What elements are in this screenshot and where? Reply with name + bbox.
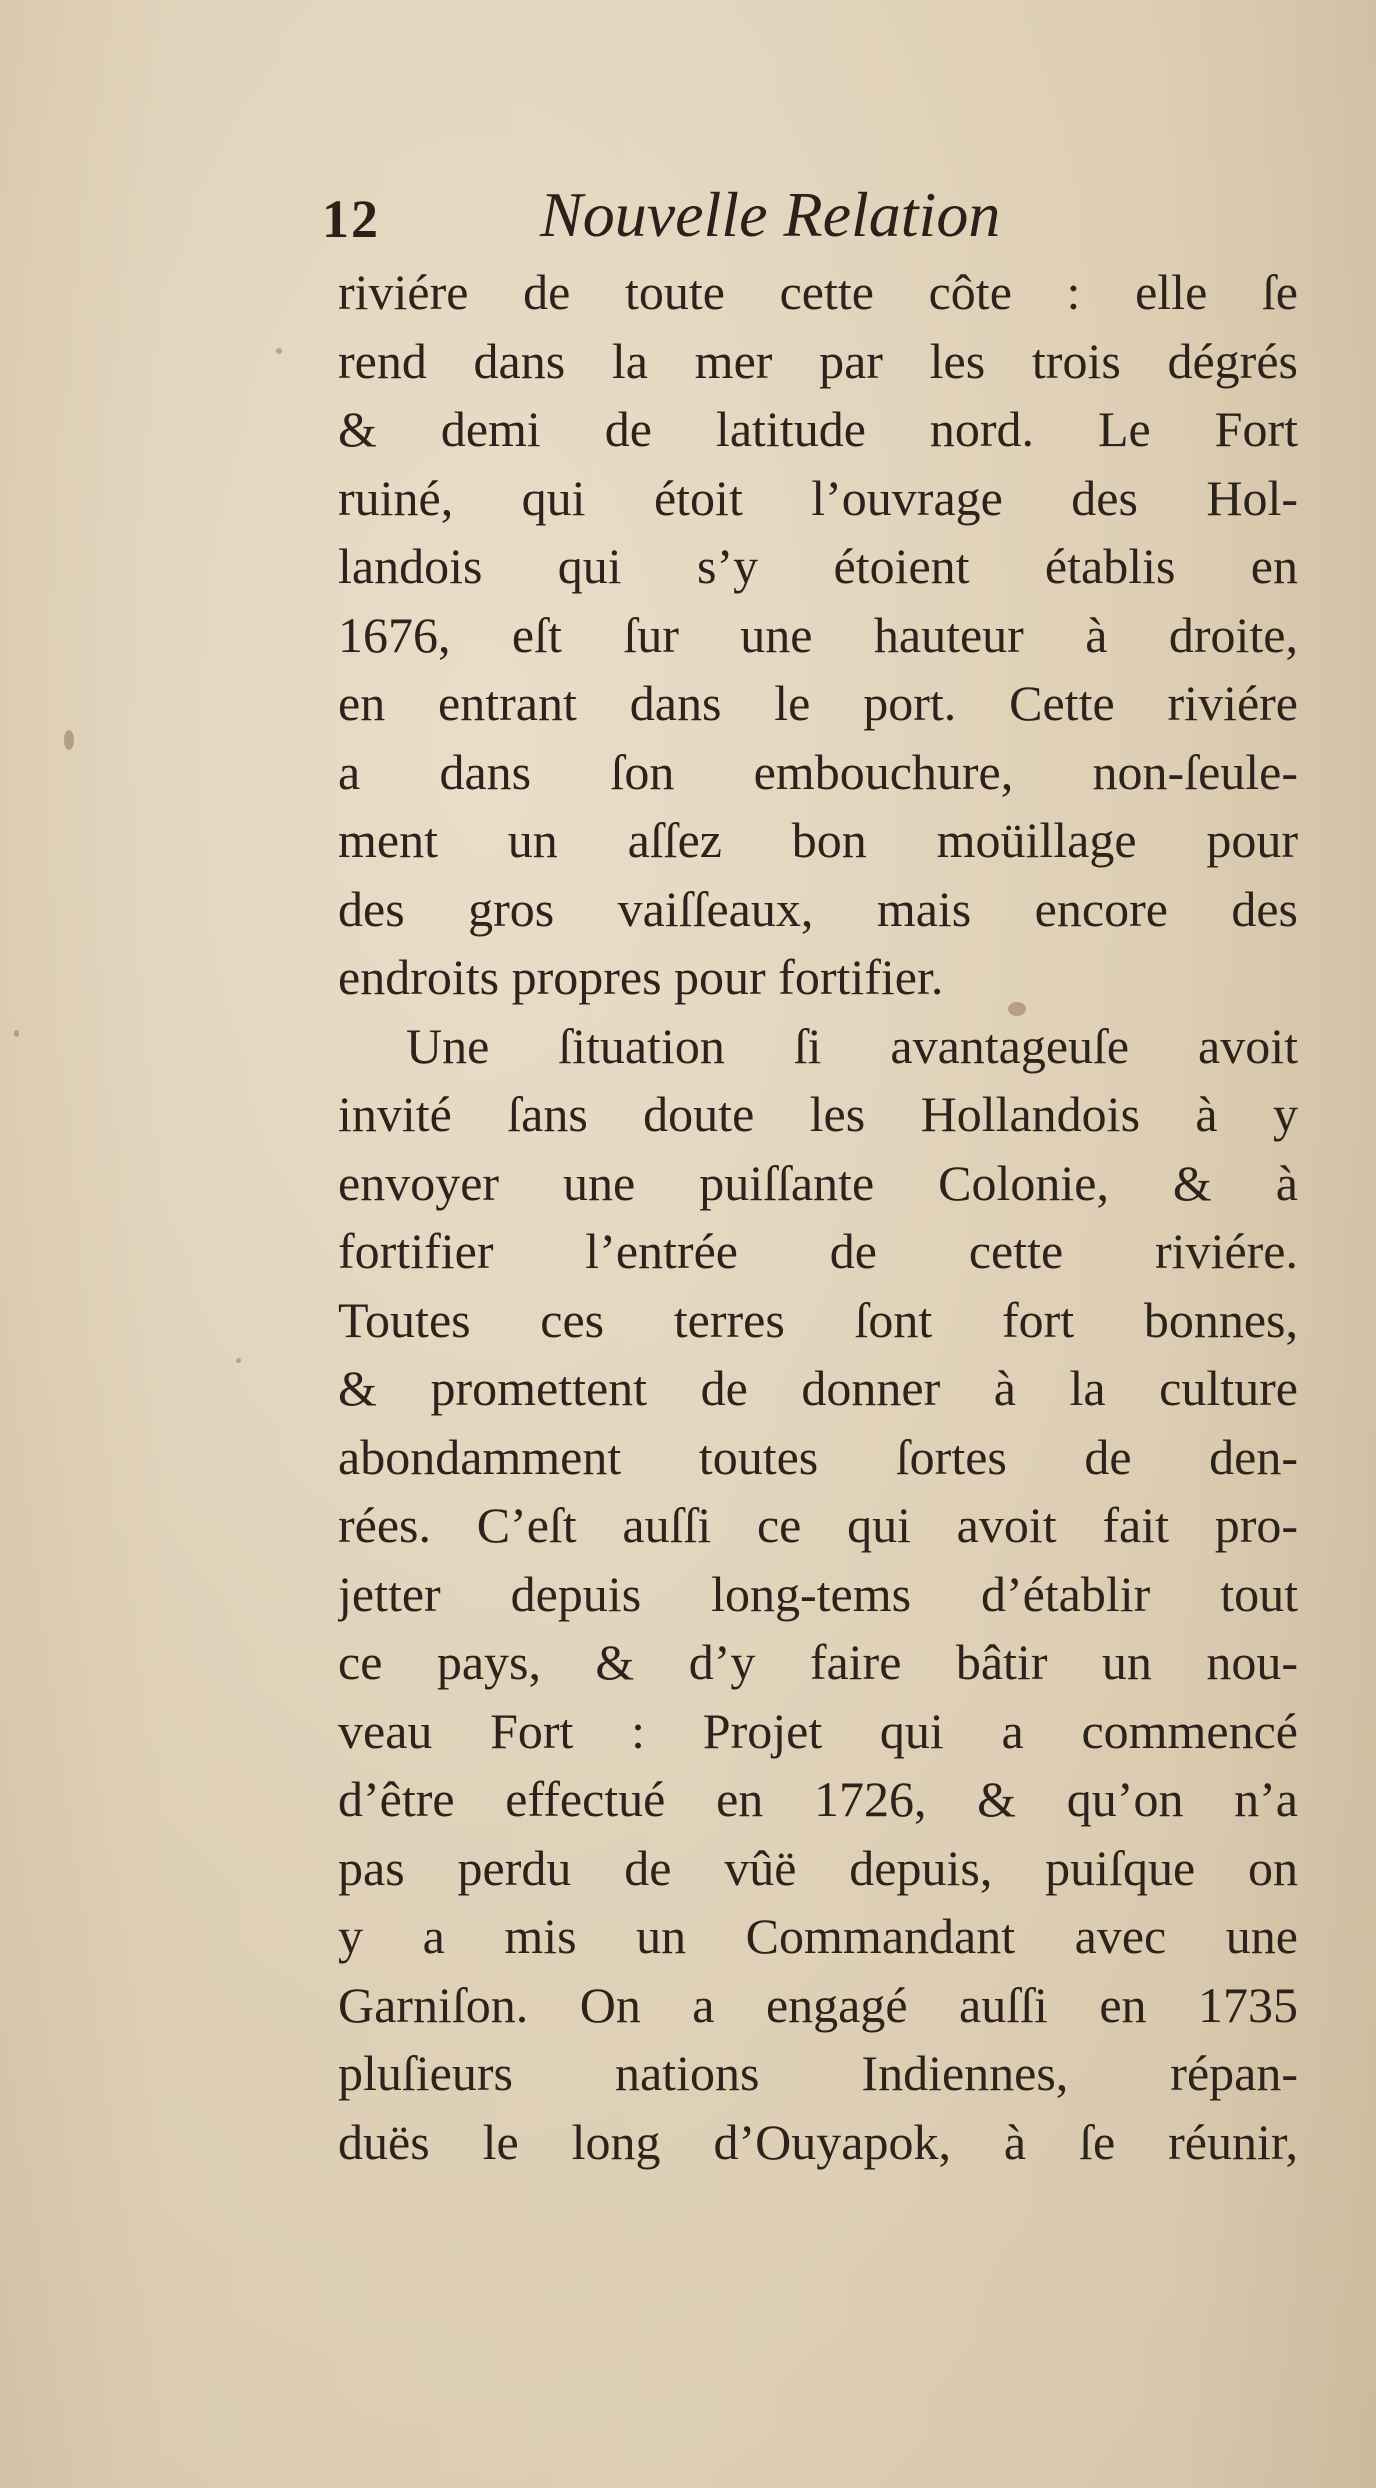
text-line: abondamment toutes ſortes de den-: [338, 1428, 1298, 1485]
text-line: & promettent de donner à la culture: [338, 1360, 1298, 1416]
text-line: endroits propres pour fortifier.: [338, 949, 944, 1005]
text-line: pas perdu de vûë depuis, puiſque on: [338, 1839, 1298, 1896]
text-line: rend dans la mer par les trois dégrés: [338, 332, 1298, 389]
text-line: veau Fort : Projet qui a commencé: [338, 1702, 1298, 1759]
text-line: pluſieurs nations Indiennes, répan-: [338, 2045, 1298, 2101]
text-line: y a mis un Commandant avec une: [338, 1908, 1298, 1964]
text-line: invité ſans doute les Hollandois à y: [338, 1086, 1298, 1142]
body-text: [338, 258, 1298, 2176]
text-line: Garniſon. On a engagé auſſi en 1735: [338, 1976, 1298, 2033]
text-line: fortifier l’entrée de cette riviére.: [338, 1223, 1298, 1279]
text-line: & demi de latitude nord. Le Fort: [338, 401, 1298, 457]
text-line: d’être effectué en 1726, & qu’on n’a: [338, 1771, 1298, 1827]
text-line: Toutes ces terres ſont fort bonnes,: [338, 1291, 1298, 1348]
text-line: ce pays, & d’y faire bâtir un nou-: [338, 1634, 1298, 1690]
text-line: rées. C’eſt auſſi ce qui avoit fait pro-: [338, 1497, 1298, 1553]
paper-blemish: [236, 1358, 241, 1363]
paper-blemish: [64, 730, 74, 750]
text-line: a dans ſon embouchure, non-ſeule-: [338, 743, 1298, 800]
paragraph-first-line: Une ſituation ſi avantageuſe avoit: [406, 1017, 1298, 1074]
page-header: [322, 178, 1102, 268]
text-line: landois qui s’y étoient établis en: [338, 538, 1298, 594]
text-line: jetter depuis long-tems d’établir tout: [338, 1565, 1298, 1622]
text-line: des gros vaiſſeaux, mais encore des: [338, 880, 1298, 937]
text-line: ment un aſſez bon moüillage pour: [338, 812, 1298, 868]
text-line: en entrant dans le port. Cette riviére: [338, 675, 1298, 731]
page-number: 12: [322, 189, 380, 249]
text-line: 1676, eſt ſur une hauteur à droite,: [338, 606, 1298, 663]
text-line: ruiné, qui étoit l’ouvrage des Hol-: [338, 469, 1298, 526]
paper-blemish: [14, 1030, 19, 1037]
paper-blemish: [276, 348, 282, 354]
text-line: envoyer une puiſſante Colonie, & à: [338, 1154, 1298, 1211]
text-line: riviére de toute cette côte : elle ſe: [338, 264, 1298, 320]
running-title: Nouvelle Relation: [540, 179, 1001, 250]
text-line: duës le long d’Ouyapok, à ſe réunir,: [338, 2113, 1298, 2170]
